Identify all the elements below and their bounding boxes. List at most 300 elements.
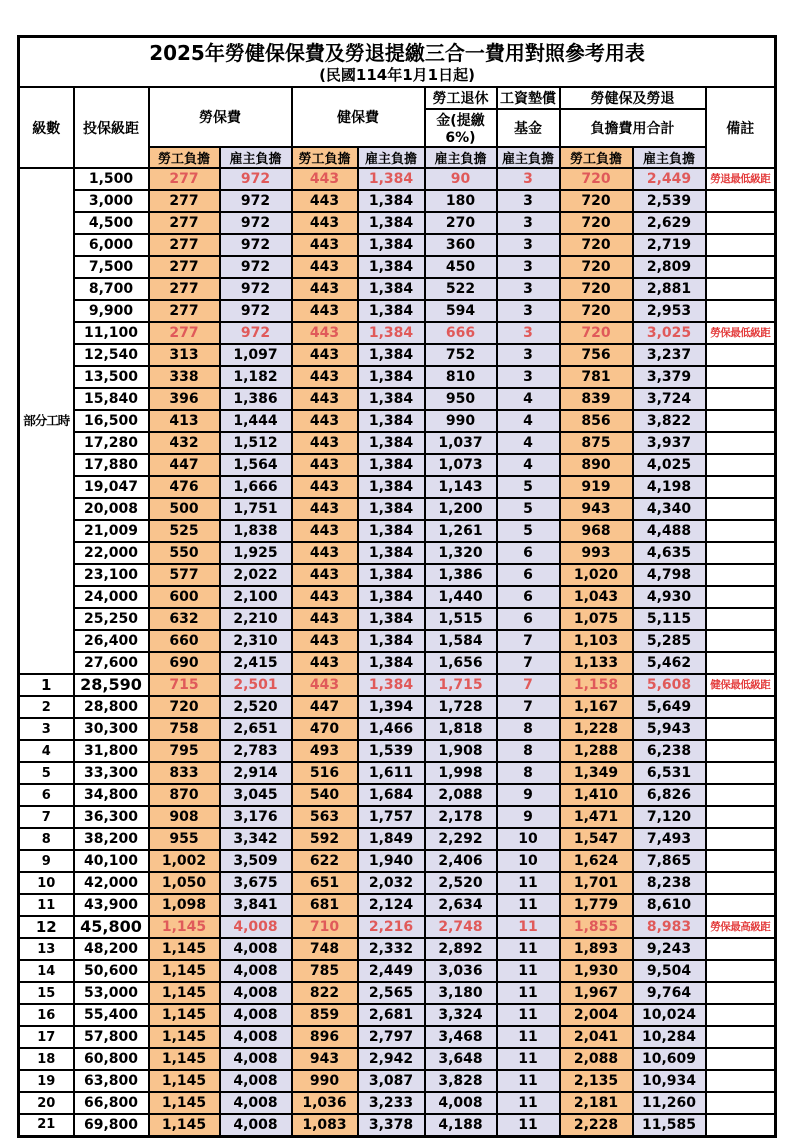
cell-wage-fund-employer: 3 xyxy=(497,212,560,234)
cell-pension-employer: 3,180 xyxy=(425,982,497,1004)
cell-labor-employer: 1,838 xyxy=(220,520,292,542)
cell-labor-employee: 1,145 xyxy=(149,982,220,1004)
cell-health-employer: 1,684 xyxy=(358,784,425,806)
cell-wage-fund-employer: 8 xyxy=(497,740,560,762)
col-header-level: 級數 xyxy=(19,87,74,168)
cell-health-employee: 443 xyxy=(292,652,358,674)
cell-labor-employee: 1,098 xyxy=(149,894,220,916)
cell-health-employer: 2,681 xyxy=(358,1004,425,1026)
cell-health-employee: 710 xyxy=(292,916,358,938)
cell-health-employee: 1,036 xyxy=(292,1092,358,1114)
cell-health-employee: 443 xyxy=(292,432,358,454)
cell-labor-employee: 338 xyxy=(149,366,220,388)
cell-labor-employer: 2,520 xyxy=(220,696,292,718)
cell-total-employer: 10,609 xyxy=(633,1048,706,1070)
cell-health-employee: 443 xyxy=(292,366,358,388)
cell-total-employer: 5,462 xyxy=(633,652,706,674)
cell-bracket: 8,700 xyxy=(74,278,149,300)
title-cell xyxy=(19,37,776,88)
cell-health-employer: 1,384 xyxy=(358,234,425,256)
cell-labor-employer: 2,415 xyxy=(220,652,292,674)
cell-bracket: 66,800 xyxy=(74,1092,149,1114)
cell-health-employee: 443 xyxy=(292,498,358,520)
table-row xyxy=(19,696,776,718)
cell-level: 21 xyxy=(19,1114,74,1136)
cell-health-employee: 443 xyxy=(292,630,358,652)
cell-health-employer: 1,384 xyxy=(358,366,425,388)
cell-total-employee: 1,547 xyxy=(560,828,633,850)
cell-bracket: 48,200 xyxy=(74,938,149,960)
cell-total-employee: 720 xyxy=(560,322,633,344)
cell-health-employer: 3,378 xyxy=(358,1114,425,1136)
cell-note: 勞保最低級距 xyxy=(706,322,776,344)
cell-total-employee: 1,779 xyxy=(560,894,633,916)
cell-note xyxy=(706,212,776,234)
table-row xyxy=(19,410,776,432)
table-row xyxy=(19,1114,776,1136)
cell-health-employer: 1,757 xyxy=(358,806,425,828)
header-row-1 xyxy=(19,87,776,109)
cell-total-employer: 11,585 xyxy=(633,1114,706,1136)
cell-labor-employer: 4,008 xyxy=(220,1114,292,1136)
cell-total-employer: 4,635 xyxy=(633,542,706,564)
cell-total-employer: 4,488 xyxy=(633,520,706,542)
cell-wage-fund-employer: 3 xyxy=(497,300,560,322)
cell-total-employee: 1,133 xyxy=(560,652,633,674)
cell-total-employer: 2,719 xyxy=(633,234,706,256)
cell-health-employer: 2,216 xyxy=(358,916,425,938)
table-row xyxy=(19,168,776,190)
cell-labor-employee: 577 xyxy=(149,564,220,586)
cell-pension-employer: 1,908 xyxy=(425,740,497,762)
cell-total-employer: 2,881 xyxy=(633,278,706,300)
cell-wage-fund-employer: 11 xyxy=(497,938,560,960)
cell-labor-employee: 715 xyxy=(149,674,220,696)
cell-health-employer: 1,384 xyxy=(358,520,425,542)
cell-total-employee: 1,967 xyxy=(560,982,633,1004)
cell-total-employer: 3,724 xyxy=(633,388,706,410)
cell-labor-employer: 2,100 xyxy=(220,586,292,608)
cell-wage-fund-employer: 3 xyxy=(497,366,560,388)
cell-total-employee: 1,349 xyxy=(560,762,633,784)
cell-note xyxy=(706,256,776,278)
cell-total-employer: 9,764 xyxy=(633,982,706,1004)
cell-total-employer: 3,379 xyxy=(633,366,706,388)
cell-wage-fund-employer: 11 xyxy=(497,1004,560,1026)
cell-pension-employer: 1,261 xyxy=(425,520,497,542)
cell-total-employee: 1,167 xyxy=(560,696,633,718)
cell-bracket: 57,800 xyxy=(74,1026,149,1048)
cell-wage-fund-employer: 11 xyxy=(497,1026,560,1048)
col-header-pension-line2: 金(提繳6%) xyxy=(425,109,497,147)
cell-total-employer: 3,937 xyxy=(633,432,706,454)
subheader-total-employer: 雇主負擔 xyxy=(633,147,706,168)
cell-health-employer: 2,032 xyxy=(358,872,425,894)
cell-wage-fund-employer: 4 xyxy=(497,432,560,454)
cell-total-employee: 2,041 xyxy=(560,1026,633,1048)
cell-pension-employer: 3,828 xyxy=(425,1070,497,1092)
cell-health-employee: 443 xyxy=(292,608,358,630)
cell-health-employer: 1,384 xyxy=(358,432,425,454)
cell-labor-employee: 908 xyxy=(149,806,220,828)
cell-labor-employee: 833 xyxy=(149,762,220,784)
cell-total-employee: 1,158 xyxy=(560,674,633,696)
part-time-merged-cell: 部分工時 xyxy=(19,168,74,674)
cell-note xyxy=(706,608,776,630)
cell-labor-employer: 4,008 xyxy=(220,1026,292,1048)
cell-labor-employee: 432 xyxy=(149,432,220,454)
table-row xyxy=(19,1070,776,1092)
cell-health-employee: 443 xyxy=(292,190,358,212)
cell-note: 勞退最低級距 xyxy=(706,168,776,190)
cell-level: 10 xyxy=(19,872,74,894)
cell-note xyxy=(706,410,776,432)
cell-health-employer: 1,384 xyxy=(358,652,425,674)
table-row xyxy=(19,234,776,256)
cell-health-employer: 2,332 xyxy=(358,938,425,960)
table-row xyxy=(19,806,776,828)
cell-total-employee: 1,855 xyxy=(560,916,633,938)
col-header-pension-line1: 勞工退休 xyxy=(425,87,497,109)
cell-total-employee: 968 xyxy=(560,520,633,542)
cell-note xyxy=(706,894,776,916)
cell-total-employer: 9,243 xyxy=(633,938,706,960)
cell-health-employer: 3,233 xyxy=(358,1092,425,1114)
subheader-labor-employer: 雇主負擔 xyxy=(220,147,292,168)
cell-labor-employee: 632 xyxy=(149,608,220,630)
table-row xyxy=(19,564,776,586)
table-row xyxy=(19,630,776,652)
cell-wage-fund-employer: 5 xyxy=(497,520,560,542)
cell-labor-employer: 1,182 xyxy=(220,366,292,388)
cell-health-employer: 1,384 xyxy=(358,498,425,520)
cell-total-employee: 1,893 xyxy=(560,938,633,960)
cell-labor-employee: 870 xyxy=(149,784,220,806)
cell-health-employer: 1,384 xyxy=(358,190,425,212)
cell-note xyxy=(706,1070,776,1092)
cell-health-employee: 651 xyxy=(292,872,358,894)
cell-level: 19 xyxy=(19,1070,74,1092)
cell-wage-fund-employer: 9 xyxy=(497,806,560,828)
cell-bracket: 45,800 xyxy=(74,916,149,938)
cell-health-employee: 540 xyxy=(292,784,358,806)
cell-total-employer: 7,865 xyxy=(633,850,706,872)
table-row xyxy=(19,674,776,696)
cell-labor-employer: 1,386 xyxy=(220,388,292,410)
cell-labor-employer: 4,008 xyxy=(220,1070,292,1092)
table-row xyxy=(19,542,776,564)
cell-pension-employer: 522 xyxy=(425,278,497,300)
cell-total-employer: 7,120 xyxy=(633,806,706,828)
cell-labor-employee: 720 xyxy=(149,696,220,718)
cell-health-employee: 443 xyxy=(292,168,358,190)
table-row xyxy=(19,608,776,630)
cell-note xyxy=(706,1048,776,1070)
cell-labor-employer: 1,925 xyxy=(220,542,292,564)
col-header-total-line2: 負擔費用合計 xyxy=(560,109,706,147)
table-row xyxy=(19,1004,776,1026)
cell-total-employer: 11,260 xyxy=(633,1092,706,1114)
cell-total-employer: 10,934 xyxy=(633,1070,706,1092)
cell-bracket: 28,590 xyxy=(74,674,149,696)
cell-pension-employer: 1,440 xyxy=(425,586,497,608)
cell-note xyxy=(706,784,776,806)
cell-health-employee: 785 xyxy=(292,960,358,982)
cell-note xyxy=(706,190,776,212)
cell-note xyxy=(706,344,776,366)
cell-total-employee: 1,020 xyxy=(560,564,633,586)
cell-note xyxy=(706,366,776,388)
cell-note xyxy=(706,872,776,894)
col-header-wage-fund-line2: 基金 xyxy=(497,109,560,147)
cell-labor-employee: 660 xyxy=(149,630,220,652)
cell-total-employer: 6,238 xyxy=(633,740,706,762)
cell-health-employee: 896 xyxy=(292,1026,358,1048)
cell-labor-employer: 2,310 xyxy=(220,630,292,652)
cell-bracket: 55,400 xyxy=(74,1004,149,1026)
table-row xyxy=(19,212,776,234)
cell-health-employer: 1,466 xyxy=(358,718,425,740)
cell-pension-employer: 666 xyxy=(425,322,497,344)
cell-bracket: 6,000 xyxy=(74,234,149,256)
cell-total-employer: 5,285 xyxy=(633,630,706,652)
cell-total-employee: 720 xyxy=(560,168,633,190)
cell-health-employee: 493 xyxy=(292,740,358,762)
cell-pension-employer: 3,648 xyxy=(425,1048,497,1070)
cell-pension-employer: 3,036 xyxy=(425,960,497,982)
cell-bracket: 7,500 xyxy=(74,256,149,278)
cell-wage-fund-employer: 11 xyxy=(497,916,560,938)
cell-health-employee: 822 xyxy=(292,982,358,1004)
cell-wage-fund-employer: 6 xyxy=(497,542,560,564)
cell-health-employee: 443 xyxy=(292,256,358,278)
cell-level: 17 xyxy=(19,1026,74,1048)
table-row xyxy=(19,938,776,960)
cell-health-employee: 443 xyxy=(292,586,358,608)
cell-health-employee: 443 xyxy=(292,388,358,410)
cell-wage-fund-employer: 7 xyxy=(497,674,560,696)
table-row xyxy=(19,1048,776,1070)
cell-total-employee: 1,043 xyxy=(560,586,633,608)
cell-health-employer: 1,384 xyxy=(358,300,425,322)
cell-pension-employer: 594 xyxy=(425,300,497,322)
cell-bracket: 4,500 xyxy=(74,212,149,234)
cell-wage-fund-employer: 10 xyxy=(497,828,560,850)
cell-bracket: 30,300 xyxy=(74,718,149,740)
cell-pension-employer: 2,178 xyxy=(425,806,497,828)
cell-bracket: 15,840 xyxy=(74,388,149,410)
cell-labor-employer: 972 xyxy=(220,190,292,212)
cell-bracket: 34,800 xyxy=(74,784,149,806)
cell-health-employer: 3,087 xyxy=(358,1070,425,1092)
cell-health-employer: 2,565 xyxy=(358,982,425,1004)
cell-note xyxy=(706,850,776,872)
cell-labor-employee: 690 xyxy=(149,652,220,674)
cell-pension-employer: 1,320 xyxy=(425,542,497,564)
cell-bracket: 11,100 xyxy=(74,322,149,344)
cell-bracket: 13,500 xyxy=(74,366,149,388)
cell-total-employer: 8,238 xyxy=(633,872,706,894)
cell-health-employee: 443 xyxy=(292,674,358,696)
table-row xyxy=(19,872,776,894)
cell-total-employee: 993 xyxy=(560,542,633,564)
cell-labor-employee: 277 xyxy=(149,278,220,300)
cell-note xyxy=(706,740,776,762)
cell-bracket: 28,800 xyxy=(74,696,149,718)
cell-wage-fund-employer: 11 xyxy=(497,960,560,982)
cell-total-employee: 1,930 xyxy=(560,960,633,982)
table-row xyxy=(19,344,776,366)
subheader-health-employer: 雇主負擔 xyxy=(358,147,425,168)
cell-labor-employee: 413 xyxy=(149,410,220,432)
cell-labor-employee: 277 xyxy=(149,300,220,322)
cell-labor-employer: 972 xyxy=(220,212,292,234)
cell-health-employer: 1,611 xyxy=(358,762,425,784)
cell-bracket: 53,000 xyxy=(74,982,149,1004)
cell-total-employer: 2,809 xyxy=(633,256,706,278)
cell-pension-employer: 1,200 xyxy=(425,498,497,520)
cell-total-employee: 1,288 xyxy=(560,740,633,762)
cell-total-employee: 2,004 xyxy=(560,1004,633,1026)
cell-labor-employer: 1,512 xyxy=(220,432,292,454)
cell-wage-fund-employer: 11 xyxy=(497,894,560,916)
cell-health-employee: 443 xyxy=(292,234,358,256)
cell-health-employee: 443 xyxy=(292,278,358,300)
cell-labor-employee: 396 xyxy=(149,388,220,410)
cell-pension-employer: 1,656 xyxy=(425,652,497,674)
cell-labor-employee: 476 xyxy=(149,476,220,498)
cell-total-employee: 720 xyxy=(560,300,633,322)
cell-pension-employer: 3,324 xyxy=(425,1004,497,1026)
cell-labor-employee: 550 xyxy=(149,542,220,564)
table-row xyxy=(19,256,776,278)
cell-labor-employee: 1,145 xyxy=(149,960,220,982)
cell-labor-employee: 1,145 xyxy=(149,1004,220,1026)
cell-wage-fund-employer: 5 xyxy=(497,476,560,498)
cell-total-employee: 2,135 xyxy=(560,1070,633,1092)
cell-total-employee: 875 xyxy=(560,432,633,454)
cell-health-employer: 1,384 xyxy=(358,564,425,586)
cell-health-employer: 1,384 xyxy=(358,388,425,410)
cell-pension-employer: 810 xyxy=(425,366,497,388)
cell-labor-employer: 3,176 xyxy=(220,806,292,828)
cell-note xyxy=(706,454,776,476)
col-header-note: 備註 xyxy=(706,87,776,168)
cell-level: 6 xyxy=(19,784,74,806)
cell-note xyxy=(706,278,776,300)
cell-bracket: 12,540 xyxy=(74,344,149,366)
col-header-labor-insurance: 勞保費 xyxy=(149,87,292,147)
cell-total-employee: 919 xyxy=(560,476,633,498)
cell-health-employer: 1,384 xyxy=(358,410,425,432)
cell-health-employer: 1,384 xyxy=(358,278,425,300)
cell-total-employee: 2,088 xyxy=(560,1048,633,1070)
cell-pension-employer: 1,037 xyxy=(425,432,497,454)
cell-total-employee: 943 xyxy=(560,498,633,520)
subheader-health-employee: 勞工負擔 xyxy=(292,147,358,168)
cell-pension-employer: 270 xyxy=(425,212,497,234)
cell-health-employee: 443 xyxy=(292,322,358,344)
cell-wage-fund-employer: 11 xyxy=(497,1092,560,1114)
cell-labor-employer: 972 xyxy=(220,256,292,278)
cell-health-employer: 1,384 xyxy=(358,674,425,696)
cell-total-employer: 4,798 xyxy=(633,564,706,586)
cell-health-employee: 592 xyxy=(292,828,358,850)
table-row xyxy=(19,762,776,784)
cell-bracket: 36,300 xyxy=(74,806,149,828)
cell-health-employee: 443 xyxy=(292,476,358,498)
cell-health-employee: 443 xyxy=(292,520,358,542)
cell-bracket: 50,600 xyxy=(74,960,149,982)
table-row xyxy=(19,322,776,344)
cell-pension-employer: 4,008 xyxy=(425,1092,497,1114)
cell-note xyxy=(706,542,776,564)
cell-pension-employer: 2,520 xyxy=(425,872,497,894)
table-row xyxy=(19,454,776,476)
cell-wage-fund-employer: 3 xyxy=(497,344,560,366)
table-row xyxy=(19,894,776,916)
cell-total-employer: 2,449 xyxy=(633,168,706,190)
cell-health-employer: 1,384 xyxy=(358,454,425,476)
cell-health-employer: 1,384 xyxy=(358,630,425,652)
cell-total-employee: 720 xyxy=(560,256,633,278)
cell-level: 11 xyxy=(19,894,74,916)
cell-pension-employer: 752 xyxy=(425,344,497,366)
cell-health-employer: 2,124 xyxy=(358,894,425,916)
table-row xyxy=(19,388,776,410)
table-row xyxy=(19,366,776,388)
table-row xyxy=(19,982,776,1004)
cell-labor-employer: 3,342 xyxy=(220,828,292,850)
cell-labor-employee: 1,145 xyxy=(149,1092,220,1114)
cell-health-employee: 470 xyxy=(292,718,358,740)
cell-labor-employer: 1,097 xyxy=(220,344,292,366)
cell-wage-fund-employer: 11 xyxy=(497,982,560,1004)
cell-bracket: 23,100 xyxy=(74,564,149,586)
cell-level: 1 xyxy=(19,674,74,696)
cell-labor-employee: 795 xyxy=(149,740,220,762)
cell-total-employer: 3,822 xyxy=(633,410,706,432)
cell-labor-employee: 1,145 xyxy=(149,1048,220,1070)
cell-labor-employee: 277 xyxy=(149,168,220,190)
cell-wage-fund-employer: 11 xyxy=(497,1070,560,1092)
cell-health-employee: 443 xyxy=(292,454,358,476)
cell-level: 16 xyxy=(19,1004,74,1026)
cell-wage-fund-employer: 6 xyxy=(497,564,560,586)
cell-pension-employer: 2,748 xyxy=(425,916,497,938)
cell-total-employee: 781 xyxy=(560,366,633,388)
cell-health-employer: 1,384 xyxy=(358,256,425,278)
cell-health-employee: 622 xyxy=(292,850,358,872)
cell-pension-employer: 2,088 xyxy=(425,784,497,806)
cell-bracket: 63,800 xyxy=(74,1070,149,1092)
cell-bracket: 69,800 xyxy=(74,1114,149,1136)
cell-level: 12 xyxy=(19,916,74,938)
cell-health-employer: 2,942 xyxy=(358,1048,425,1070)
cell-health-employer: 1,384 xyxy=(358,168,425,190)
page-subtitle: (民國114年1月1日起) xyxy=(319,65,475,84)
cell-labor-employer: 2,501 xyxy=(220,674,292,696)
cell-total-employer: 5,649 xyxy=(633,696,706,718)
cell-labor-employee: 955 xyxy=(149,828,220,850)
cell-total-employee: 1,701 xyxy=(560,872,633,894)
table-row xyxy=(19,784,776,806)
cell-pension-employer: 450 xyxy=(425,256,497,278)
cell-labor-employer: 4,008 xyxy=(220,1092,292,1114)
cell-bracket: 40,100 xyxy=(74,850,149,872)
cell-total-employer: 9,504 xyxy=(633,960,706,982)
cell-bracket: 22,000 xyxy=(74,542,149,564)
